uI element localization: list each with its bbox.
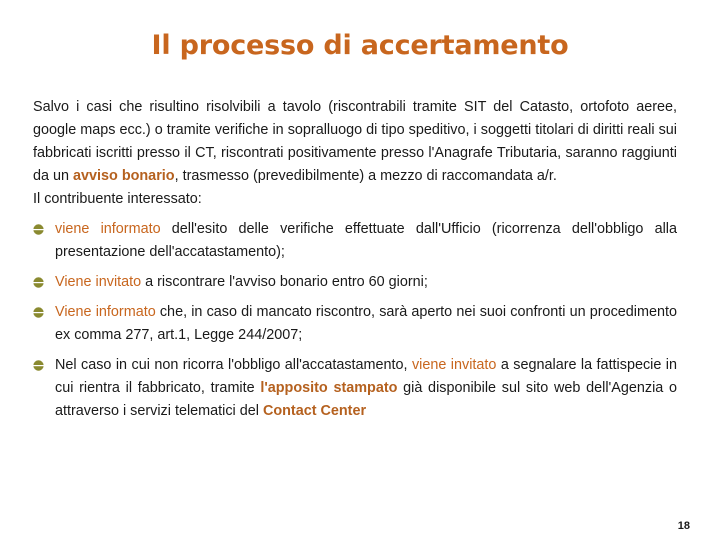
list-item	[33, 301, 677, 347]
intro-subject: Il contribuente interessato:	[33, 191, 202, 207]
intro-paragraph	[33, 96, 677, 188]
list-item	[33, 354, 677, 423]
bullet-icon	[33, 277, 44, 288]
intro-text-end: , trasmesso (prevedibilmente) a mezzo di raccomandata a/r.	[174, 168, 557, 184]
bullet-text: a segnalare la fattispecie in cui rientra il fabbricato, tramite	[55, 357, 677, 396]
intro-text: Salvo i casi che risultino risolvibili a tavolo (riscontrabili tramite SIT del Catasto, ortofoto aeree, google maps ecc.) o tramite verifiche in sopralluogo di tipo speditivo, i soggetti titolari di diritti reali sui fabbricati iscritti presso il CT, riscontrati positivamente presso l'Anagrafe Tributaria, saranno raggiunti da un	[33, 99, 677, 184]
bullet-icon	[33, 360, 44, 371]
slide-body	[33, 96, 677, 430]
bullet-icon	[33, 307, 44, 318]
bullet-icon	[33, 224, 44, 235]
bullet-highlight: Viene invitato	[55, 274, 142, 290]
bullet-highlight: Viene informato	[55, 304, 156, 320]
bullet-highlight: viene informato	[55, 221, 161, 237]
page-number: 18	[677, 520, 690, 532]
bullet-highlight: viene invitato	[411, 357, 497, 373]
slide-title: Il processo di accertamento	[151, 30, 569, 61]
list-item	[33, 271, 677, 294]
bullet-text: a riscontrare l'avviso bonario entro 60 giorni;	[141, 274, 428, 290]
list-item	[33, 218, 677, 264]
bullet-text: Nel caso in cui non ricorra l'obbligo all'accatastamento,	[55, 357, 412, 373]
bullet-highlight-bold: l'apposito stampato	[260, 380, 398, 396]
bullet-text: che, in caso di mancato riscontro, sarà aperto nei suoi confronti un procedimento ex comma 277, art.1, Legge 244/2007;	[55, 304, 677, 343]
bullet-text: dell'esito delle verifiche effettuate dall'Ufficio (ricorrenza dell'obbligo alla presentazione dell'accatastamento);	[55, 221, 678, 260]
bullet-highlight-bold: Contact Center	[262, 403, 367, 419]
bullet-list	[33, 218, 677, 423]
intro-highlight: avviso bonario	[73, 168, 175, 184]
bullet-text: già disponibile sul sito web dell'Agenzia o attraverso i servizi telematici del	[55, 380, 677, 419]
